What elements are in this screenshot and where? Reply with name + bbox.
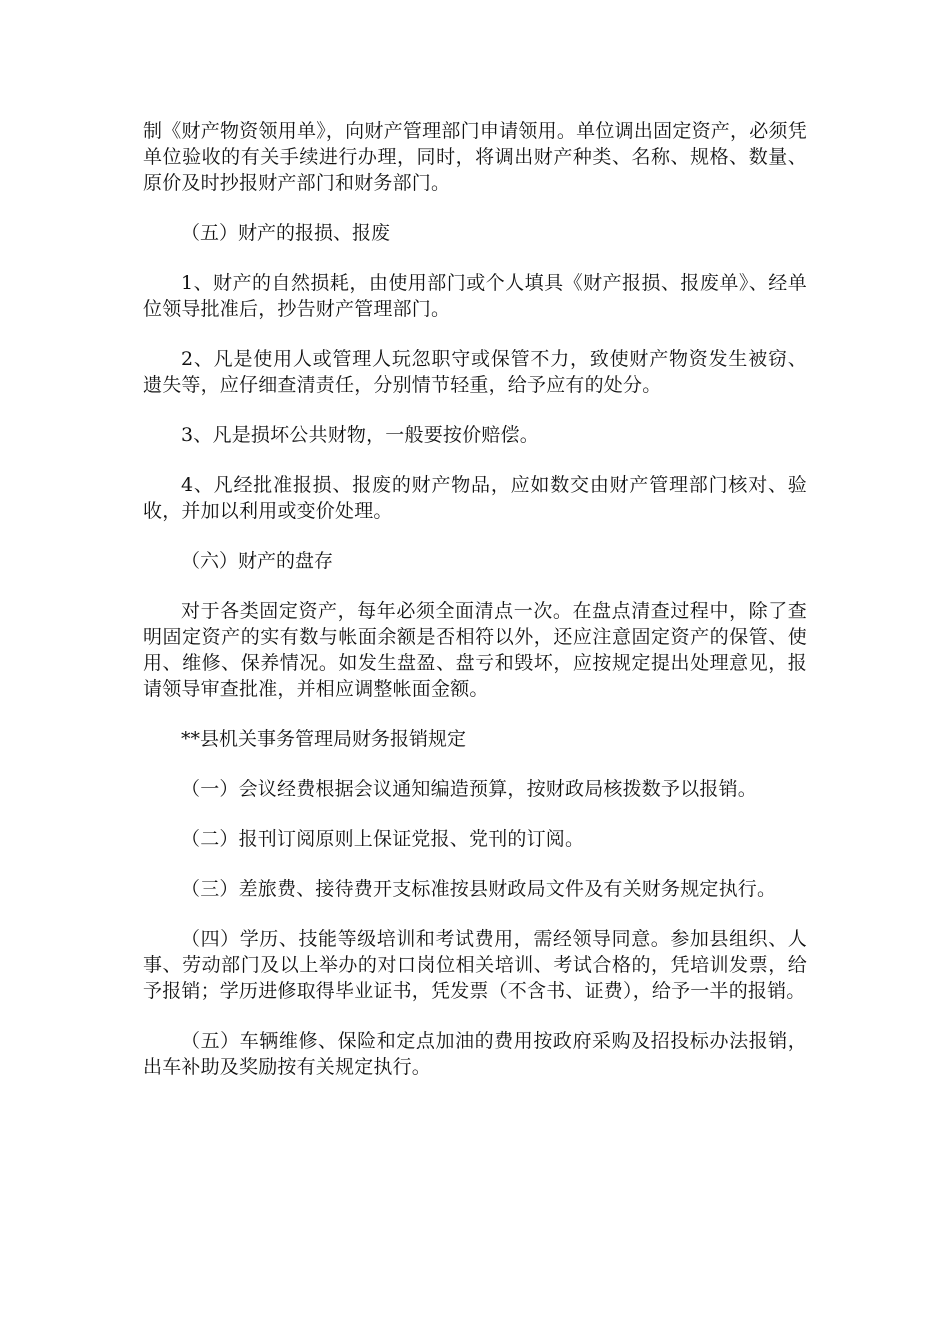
paragraph-inventory: 对于各类固定资产，每年必须全面清点一次。在盘点清查过程中，除了查明固定资产的实有数与帐面余额是否相符以外，还应注意固定资产的保管、使用、维修、保养情况。如发生盘盈、盘亏和毁坏，应按规定提出处理意见，报请领导审查批准，并相应调整帐面金额。 [143, 600, 807, 700]
paragraph-rule-2: （二）报刊订阅原则上保证党报、党刊的订阅。 [181, 828, 585, 850]
paragraph-disposal-4: 4、凡经批准报损、报废的财产物品，应如数交由财产管理部门核对、验收，并加以利用或变价处理。 [143, 474, 807, 522]
section-heading-inventory: （六）财产的盘存 [181, 550, 334, 572]
paragraph-rule-1: （一）会议经费根据会议通知编造预算，按财政局核拨数予以报销。 [181, 778, 758, 800]
paragraph-continuation: 制《财产物资领用单》，向财产管理部门申请领用。单位调出固定资产，必须凭单位验收的有关手续进行办理，同时，将调出财产种类、名称、规格、数量、原价及时抄报财产部门和财务部门。 [143, 120, 807, 194]
paragraph-disposal-1: 1、财产的自然损耗，由使用部门或个人填具《财产报损、报废单》、经单位领导批准后，抄告财产管理部门。 [143, 272, 807, 320]
paragraph-disposal-2: 2、凡是使用人或管理人玩忽职守或保管不力，致使财产物资发生被窃、遗失等，应仔细查清责任，分别情节轻重，给予应有的处分。 [143, 348, 807, 396]
regulation-title: **县机关事务管理局财务报销规定 [181, 728, 467, 750]
paragraph-disposal-3: 3、凡是损坏公共财物，一般要按价赔偿。 [181, 424, 539, 446]
section-heading-disposal: （五）财产的报损、报废 [181, 222, 391, 244]
paragraph-rule-5: （五）车辆维修、保险和定点加油的费用按政府采购及招投标办法报销，出车补助及奖励按有关规定执行。 [143, 1030, 807, 1078]
paragraph-rule-3: （三）差旅费、接待费开支标准按县财政局文件及有关财务规定执行。 [181, 878, 777, 900]
paragraph-rule-4: （四）学历、技能等级培训和考试费用，需经领导同意。参加县组织、人事、劳动部门及以上举办的对口岗位相关培训、考试合格的，凭培训发票，给予报销；学历进修取得毕业证书，凭发票（不含书、证费），给予一半的报销。 [143, 928, 807, 1002]
document-body [143, 118, 807, 1104]
